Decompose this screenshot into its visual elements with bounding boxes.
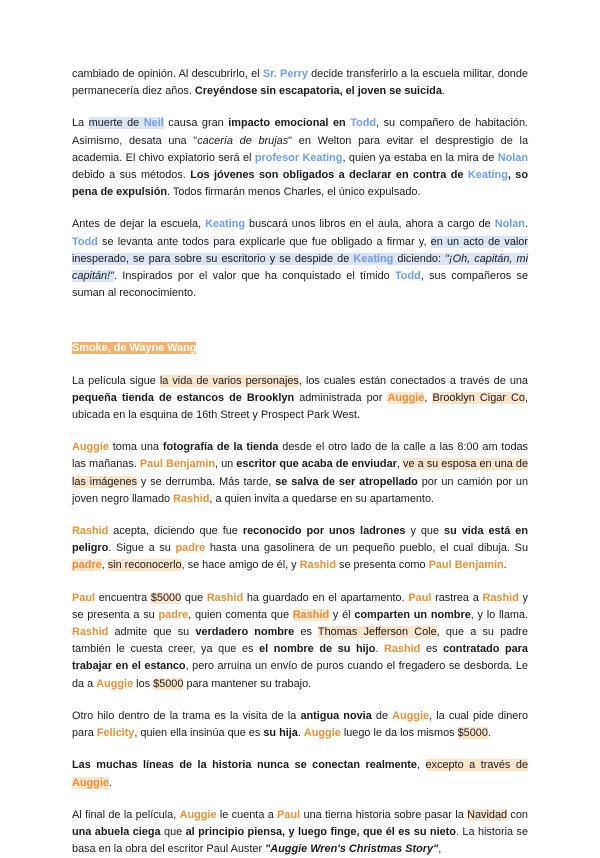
name-profesor-keating: profesor Keating — [254, 151, 343, 164]
name-paul: Paul — [72, 591, 95, 604]
name-keating: Keating — [205, 218, 246, 231]
name-auggie: Auggie — [392, 709, 430, 722]
section-heading: Smoke, de Wayne Wang — [72, 342, 197, 355]
paragraph-neil: La muerte de Neil causa gran impacto emocional en Todd, su compañero de habitación. Asimismo, desata una "cacería de brujas" en Welton para evitar el desprestigio de la academia. El chivo expiatorio será el profesor Keating, quien ya estaba en la mira de Nolan debido a sus métodos. Los jóvenes son obligados a declarar en contra de Keating, so pena de expulsión. Todos firmarán menos Charles, el único expulsado. — [72, 117, 529, 199]
name-nolan: Nolan — [494, 218, 525, 231]
name-auggie: Auggie — [96, 677, 134, 690]
story-title: "Auggie Wren's Christmas Story" — [265, 843, 439, 856]
paragraph-lineas: Las muchas líneas de la historia nunca se conectan realmente, excepto a través de Auggie. — [72, 759, 528, 789]
paragraph-intro: La película sigue la vida de varios personajes, los cuales están conectados a través de una pequeña tienda de estancos de Brooklyn administrada por Auggie, Brooklyn Cigar Co, ubicada en la esquina de 16th Street y Prospect Park West. — [72, 374, 528, 422]
name-todd: Todd — [394, 270, 421, 283]
name-rashid: Rashid — [72, 525, 109, 538]
name-felicity: Felicity — [96, 727, 135, 740]
name-paul: Paul — [277, 808, 301, 821]
name-auggie: Auggie — [72, 441, 109, 454]
paragraph-novia: Otro hilo dentro de la trama es la visita de la antigua novia de Auggie, la cual pide dinero para Felicity, quien ella insinúa que es su hija. Auggie luego le da los mismos $5000. — [72, 709, 529, 740]
name-auggie: Auggie — [303, 727, 341, 740]
paragraph-auggie: Auggie toma una fotografía de la tienda desde el otro lado de la calle a las 8:00 am todas las mañanas. Paul Benjamin, un escritor que acaba de enviudar, ve a su esposa en una de las imágenes y se derrumba. Más tarde, se salva de ser atropellado por un camión por un joven negro llamado Rashid, a quien invita a quedarse en su apartamento. — [72, 441, 529, 505]
name-perry: Sr. Perry — [262, 68, 308, 80]
name-rashid: Rashid — [384, 643, 421, 656]
paragraph-rashid: Rashid acepta, diciendo que fue reconocido por unos ladrones y que su vida está en peligro. Sigue a su padre hasta una gasolinera de un pequeño pueblo, el cual dibuja. Su padre, sin reconocerlo, se hace amigo de él, y Rashid se presenta como Paul Benjamin. — [72, 525, 528, 572]
name-padre: padre — [175, 542, 206, 555]
paragraph-paul: Paul encuentra $5000 que Rashid ha guardado en el apartamento. Paul rastrea a Rashid y se presenta a su padre, quien comenta que Rashid y él comparten un nombre, y lo llama. Rashid admite que su verdadero nombre es Thomas Jefferson Cole, que a su padre también le cuesta creer, ya que es el nombre de su hijo. Rashid es contratado para trabajar en el estanco, pero arruina un envío de puros cuando el fregadero se desborda. Le da a Auggie los $5000 para mantener su trabajo. — [72, 591, 529, 690]
name-padre: padre — [158, 608, 189, 621]
name-rashid: Rashid — [72, 626, 109, 639]
name-padre: padre — [72, 559, 102, 572]
name-auggie: Auggie — [387, 391, 425, 404]
quote-capitan: "¡Oh, capitán, mi capitán!" — [72, 252, 529, 283]
name-neil: Neil — [143, 117, 164, 130]
name-rashid: Rashid — [292, 608, 330, 621]
name-rashid: Rashid — [206, 591, 244, 604]
name-paul: Paul — [408, 591, 432, 604]
document-page — [72, 66, 528, 858]
paragraph-final: Al final de la película, Auggie le cuenta a Paul una tierna historia sobre pasar la Navidad con una abuela ciega que al principio piensa, y luego finge, que él es su nieto. La historia se basa en la obra del escritor Paul Auster "Auggie Wren's Christmas Story", — [72, 808, 528, 856]
name-paul-benjamin: Paul Benjamin — [139, 458, 215, 471]
paragraph-todd: Antes de dejar la escuela, Keating buscará unos libros en el aula, ahora a cargo de Nolan. Todd se levanta ante todos para explicarle que fue obligado a firmar y, en un acto de valor inesperado, se para sobre su escritorio y se despide de Keating diciendo: "¡Oh, capitán, mi capitán!". Inspirados por el valor que ha conquistado el tímido Todd, sus compañeros se suman al reconocimiento. — [72, 218, 529, 300]
name-rashid: Rashid — [482, 591, 519, 604]
name-keating: Keating — [467, 169, 508, 182]
name-rashid: Rashid — [299, 559, 336, 572]
name-todd: Todd — [350, 117, 377, 130]
name-rashid: Rashid — [173, 492, 210, 505]
store-name: Brooklyn Cigar Co — [432, 391, 525, 404]
name-paul-benjamin: Paul Benjamin — [428, 559, 504, 572]
name-auggie: Auggie — [179, 808, 217, 821]
name-keating: Keating — [353, 252, 394, 265]
name-todd: Todd — [72, 235, 98, 248]
name-nolan: Nolan — [497, 151, 528, 164]
paragraph-perry: cambiado de opinión. Al descubrirlo, el Sr. Perry decide transferirlo a la escuela militar, donde permanecería diez años. Creyéndose sin escapatoria, el joven se suicida. — [72, 68, 528, 98]
name-auggie: Auggie — [72, 776, 109, 789]
